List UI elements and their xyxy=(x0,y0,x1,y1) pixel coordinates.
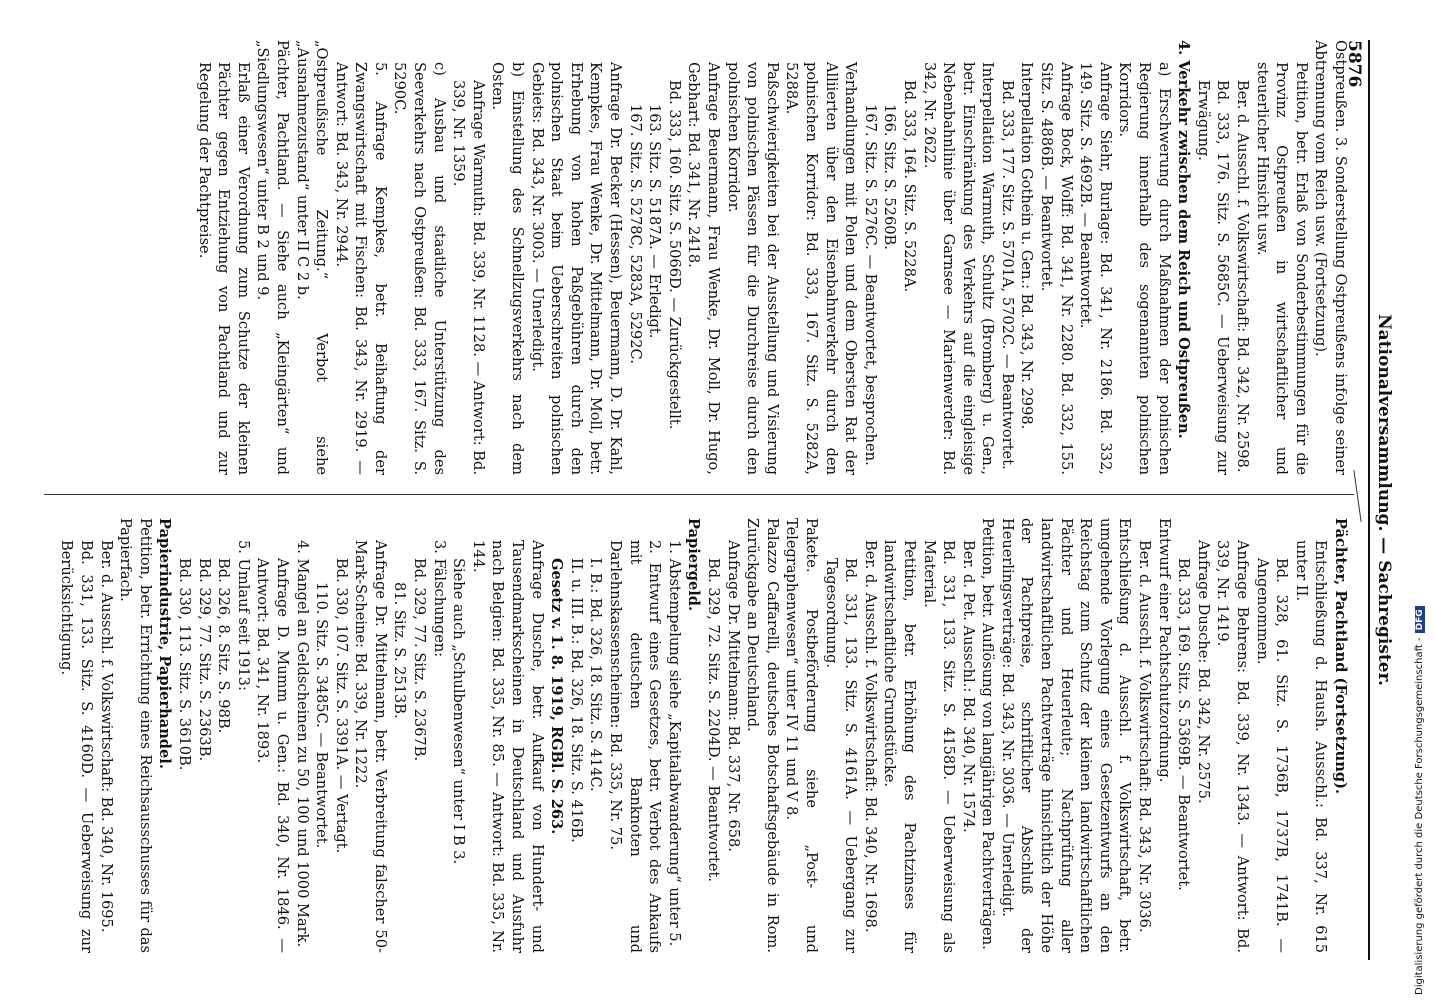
index-entry: 166. Sitz. S. 5260B. xyxy=(881,104,899,250)
header-rule xyxy=(1368,40,1370,960)
index-entry: Interpellation Warmuth, Schultz (Bromberg) u. Gen., betr. Einschränkung des Verkehrs auf die eingleisige Nebenbahnlinie über Garnsee — Marienwerder: Bd. 342, Nr. 2622. xyxy=(920,62,997,475)
index-entry: Bd. 331, 133. Sitz. S. 4160D. — Ueberweisung zur Berücksichtigung. xyxy=(58,540,95,953)
index-entry: Paßschwierigkeiten bei der Ausstellung und Visierung von polnischen Pässen für die Durchreise durch den polnischen Korridor. xyxy=(724,62,781,475)
index-entry: Petition, betr. Auflösung von langjährigen Pachtverträgen. xyxy=(979,518,997,950)
index-entry: 5. Anfrage Kempkes, betr. Beihaftung der Zwangswirtschaft mit Fischen: Bd. 343, Nr. 2919. — Antwort: Bd. 343, Nr. 2944. xyxy=(332,62,389,475)
footer-text: Digitalisierung gefördert durch die Deutsche Forschungsgemeinschaft - xyxy=(1414,637,1425,995)
index-entry: Ber. d. Ausschl. f. Volkswirtschaft: Bd. 342, Nr. 2598. xyxy=(1234,80,1252,473)
index-entry: „Ostpreußische Zeitung.“ Verbot siehe „Ausnahmezustand“ unter II C 2 b. xyxy=(293,40,331,475)
index-entry: 167. Sitz. S. 5278C, 5283A, 5292C. xyxy=(626,104,644,364)
index-entry: Anfrage Behrens: Bd. 339, Nr. 1343. — Antwort: Bd. 339, Nr. 1419. xyxy=(1214,540,1252,953)
index-entry: Bd. 333, 164. Sitz. S. 5228A. xyxy=(900,80,918,293)
index-entry: Bd. 333, 169. Sitz. S. 5369B. — Beantwortet. xyxy=(1175,558,1193,891)
index-entry: 5. Umlauf seit 1913: xyxy=(234,540,252,691)
index-entry: 167. Sitz. S. 5276C. — Beantwortet, besprochen. xyxy=(861,104,879,466)
index-entry: Pächter, Pachtland (Fortsetzung). xyxy=(1332,518,1349,795)
index-entry: 4. Verkehr zwischen dem Reich und Ostpreußen. xyxy=(1175,40,1193,439)
index-entry: Bd. 329, 77. Sitz. S. 2367B. xyxy=(411,558,429,762)
index-entry: Gesetz v. 1. 8. 1919, RGBl. S. 263. xyxy=(548,558,566,835)
index-entry: Verhandlungen mit Polen und dem Obersten Rat der Alliierten über den Eisenbahnverkehr durch den polnischen Korridor: Bd. 333, 167. Sitz. S. 5282A, 5288A. xyxy=(783,62,860,475)
index-entry: 110. Sitz. S. 3485C. — Beantwortet. xyxy=(313,582,331,849)
index-entry: Bd. 330, 113. Sitz. S. 3610B. xyxy=(175,558,193,771)
column-divider-tick xyxy=(1353,470,1361,522)
index-entry: Ber. d. Ausschl. f. Volkswirtschaft: Bd. 340, Nr. 1698. xyxy=(861,540,879,933)
index-entry: Anfrage Dusche, betr. Aufkauf von Hundert- und Tausendmarkscheinen in Deutschland und Ausfuhr nach Belgien: Bd. 335, Nr. 85. — Antwort: Bd. 335, Nr. 144. xyxy=(469,540,546,953)
index-entry: Anfrage Dr. Becker (Hessen), Beuermann, D. Dr. Kahl, Kempkes, Frau Wenke, Dr. Mittelmann, Dr. Moll, betr. Erhebung von hohen Paßgebühren durch den polnischen Staat beim Ueberschreiten polnischen Gebiets: Bd. 343, Nr. 3003. — Unerledigt. xyxy=(528,62,625,475)
index-entry: 3. Fälschungen: xyxy=(430,540,448,658)
index-entry: Papiergeld. xyxy=(685,518,703,612)
column-divider xyxy=(44,494,1354,495)
index-entry: Erlaß einer Verordnung zum Schutze der kleinen Pächter gegen Entziehung von Pachtland und zur Regelung der Pachtpreise. xyxy=(195,62,252,475)
index-entry: Bd. 331, 133. Sitz. S. 4161A. — Uebergang zur Tagesordnung. xyxy=(822,558,860,953)
index-entry: Bd. 326, 8. Sitz. S. 98B. xyxy=(215,558,233,734)
index-entry: Pächter, Pachtland. — Siehe auch „Kleingärten“ und „Siedlungswesen“ unter B 2 und 9. xyxy=(254,40,291,475)
left-column xyxy=(194,40,1350,475)
index-entry: Papierindustrie, Papierhandel. xyxy=(156,518,174,769)
index-entry: Anfrage D. Mumm u. Gen.: Bd. 340, Nr. 1846. — Antwort: Bd. 341, Nr. 1893. xyxy=(254,558,291,953)
index-entry: 1. Abstempelung siehe „Kapitalabwanderung“ unter 5. xyxy=(665,540,683,947)
index-entry: Petition, betr. Errichtung eines Reichsausschusses für das Papierfach. xyxy=(117,518,154,953)
index-entry: 4. Mangel an Geldscheinen zu 50, 100 und 1000 Mark. xyxy=(293,540,311,948)
index-entry: Bd. 333, 177. Sitz. S. 5701A, 5702C. — Beantwortet. xyxy=(998,80,1016,470)
index-entry: Anfrage Beuermann, Frau Wenke, Dr. Moll, Dr. Hugo, Gebhart: Bd. 341, Nr. 2418. xyxy=(685,62,722,475)
digitization-footer xyxy=(1414,606,1425,995)
index-entry: Pakete. Postbeförderung siehe „Post- und Telegraphenwesen“ unter IV 11 und V 8. xyxy=(783,518,820,953)
index-entry: Bd. 330, 107. Sitz. S. 3391A. — Vertagt. xyxy=(332,558,350,854)
index-entry: Anfrage Dr. Mittelmann, betr. Verbreitung falscher 50-Mark-Scheine: Bd. 339, Nr. 1222. xyxy=(352,540,389,953)
index-entry: II. u. III. B.: Bd. 326, 18. Sitz. S. 416B. xyxy=(567,558,585,843)
index-entry: Anfrage Dusche: Bd. 342, Nr. 2575. xyxy=(1194,540,1212,804)
index-entry: Bd. 333, 176. Sitz. S. 5685C. — Ueberweisung zur Erwägung. xyxy=(1194,80,1232,475)
index-entry: Ber. d. Ausschl. f. Volkswirtschaft: Bd. 343, Nr. 3036. xyxy=(1136,540,1154,933)
index-entry: Bd. 333, 160. Sitz. S. 5066D. — Zurückgestellt. xyxy=(665,80,683,430)
index-entry: Anfrage Dr. Mittelmann: Bd. 337, Nr. 658. xyxy=(724,540,742,852)
index-entry: 163. Sitz. S. 5187A. — Erledigt. xyxy=(646,104,664,339)
right-column xyxy=(57,518,1350,953)
index-entry: Bd. 329, 77. Sitz. S. 2363B. xyxy=(195,558,213,762)
index-entry: Anfrage Bock, Wolff: Bd. 341, Nr. 2280. Bd. 332, 155. Sitz. S. 4886B. — Beantwortet. xyxy=(1038,62,1075,475)
index-entry: Entschließung d. Ausschl. f. Volkswirtschaft, betr. umgehende Vorlegung eines Gesetzentwurfs an den Reichstag zum Schutz der kleinen landwirtschaftlichen Pächter und Heuerleute; Nachprüfung aller landwirtschaftlichen Pachtverträge hinsichtlich der Höhe der Pachtpreise, schriftlicher Abschluß der Heuerlingsverträge: Bd. 343, Nr. 3036. — Unerledigt. xyxy=(998,518,1134,953)
index-entry: Interpellation Gothein u. Gen.: Bd. 343, Nr. 2998. xyxy=(1018,62,1036,430)
index-entry: Siehe auch „Schulbenwesen“ unter I B 3. xyxy=(450,558,468,865)
index-entry: Anfrage Warmuth: Bd. 339, Nr. 1128. — Antwort: Bd. 339, Nr. 1359. xyxy=(450,80,487,475)
index-entry: Petition, betr. Erhöhung des Pachtzinses für landwirtschaftliche Grundstücke. xyxy=(881,540,918,953)
index-entry: Ostpreußen. 3. Sonderstellung Ostpreußens infolge seiner Abtrennung vom Reich usw. (Fortsetzung). xyxy=(1312,40,1349,475)
index-entry: c) Ausbau und staatliche Unterstützung des Seeverkehrs nach Ostpreußen: Bd. 333, 167. Sitz. S. 5290C. xyxy=(391,62,448,475)
index-entry: Entschließung d. Haush. Ausschl.: Bd. 337, Nr. 615 unter II. xyxy=(1292,540,1330,953)
index-entry: b) Einstellung des Schnellzugsverkehrs nach dem Osten. xyxy=(489,62,527,475)
index-entry: Anfrage Siehr, Burlage: Bd. 341, Nr. 2186. Bd. 332, 149. Sitz. S. 4692B. — Beantwortet. xyxy=(1077,62,1114,475)
page-number: 5876 xyxy=(1344,40,1364,88)
index-entry: 2. Entwurf eines Gesetzes, betr. Verbot des Ankaufs mit deutschen Banknoten und Darlehnskassenscheinen: Bd. 335, Nr. 75. xyxy=(607,540,664,953)
index-entry: Entwurf einer Pachtschutzordnung. xyxy=(1155,518,1173,783)
running-head: Nationalversammlung. — Sachregister. xyxy=(1374,314,1394,686)
index-entry: Bd. 329, 72. Sitz. S. 2204D. — Beantwortet. xyxy=(705,558,722,882)
index-entry: a) Erschwerung durch Maßnahmen der polnischen Regierung innerhalb des sogenannten polnischen Korridors. xyxy=(1116,62,1173,475)
index-entry: Palazzo Caffarelli, deutsches Botschaftsgebäude in Rom. Zurückgabe an Deutschland. xyxy=(744,518,781,953)
index-entry: Bd. 328, 61. Sitz. S. 1736B, 1737B, 1741B. — Angenommen. xyxy=(1253,558,1291,953)
index-entry: Bd. 331, 133. Sitz. S. 4158D. — Ueberweisung als Material. xyxy=(920,540,958,953)
index-entry: Ber. d. Ausschl. f. Volkswirtschaft: Bd. 340, Nr. 1695. xyxy=(97,540,115,933)
index-entry: 81. Sitz. S. 2513B. xyxy=(391,582,409,719)
index-entry: Ber. d. Pet. Ausschl.: Bd. 340, Nr. 1574. xyxy=(959,540,977,833)
dfg-logo: DFG xyxy=(1415,606,1425,633)
index-entry: I. B.: Bd. 326, 18. Sitz. S. 414C. xyxy=(587,558,605,792)
index-entry: Petition, betr. Erlaß von Sonderbestimmungen für die Provinz Ostpreußen in wirtschaftlicher und steuerlicher Hinsicht usw. xyxy=(1253,62,1310,475)
